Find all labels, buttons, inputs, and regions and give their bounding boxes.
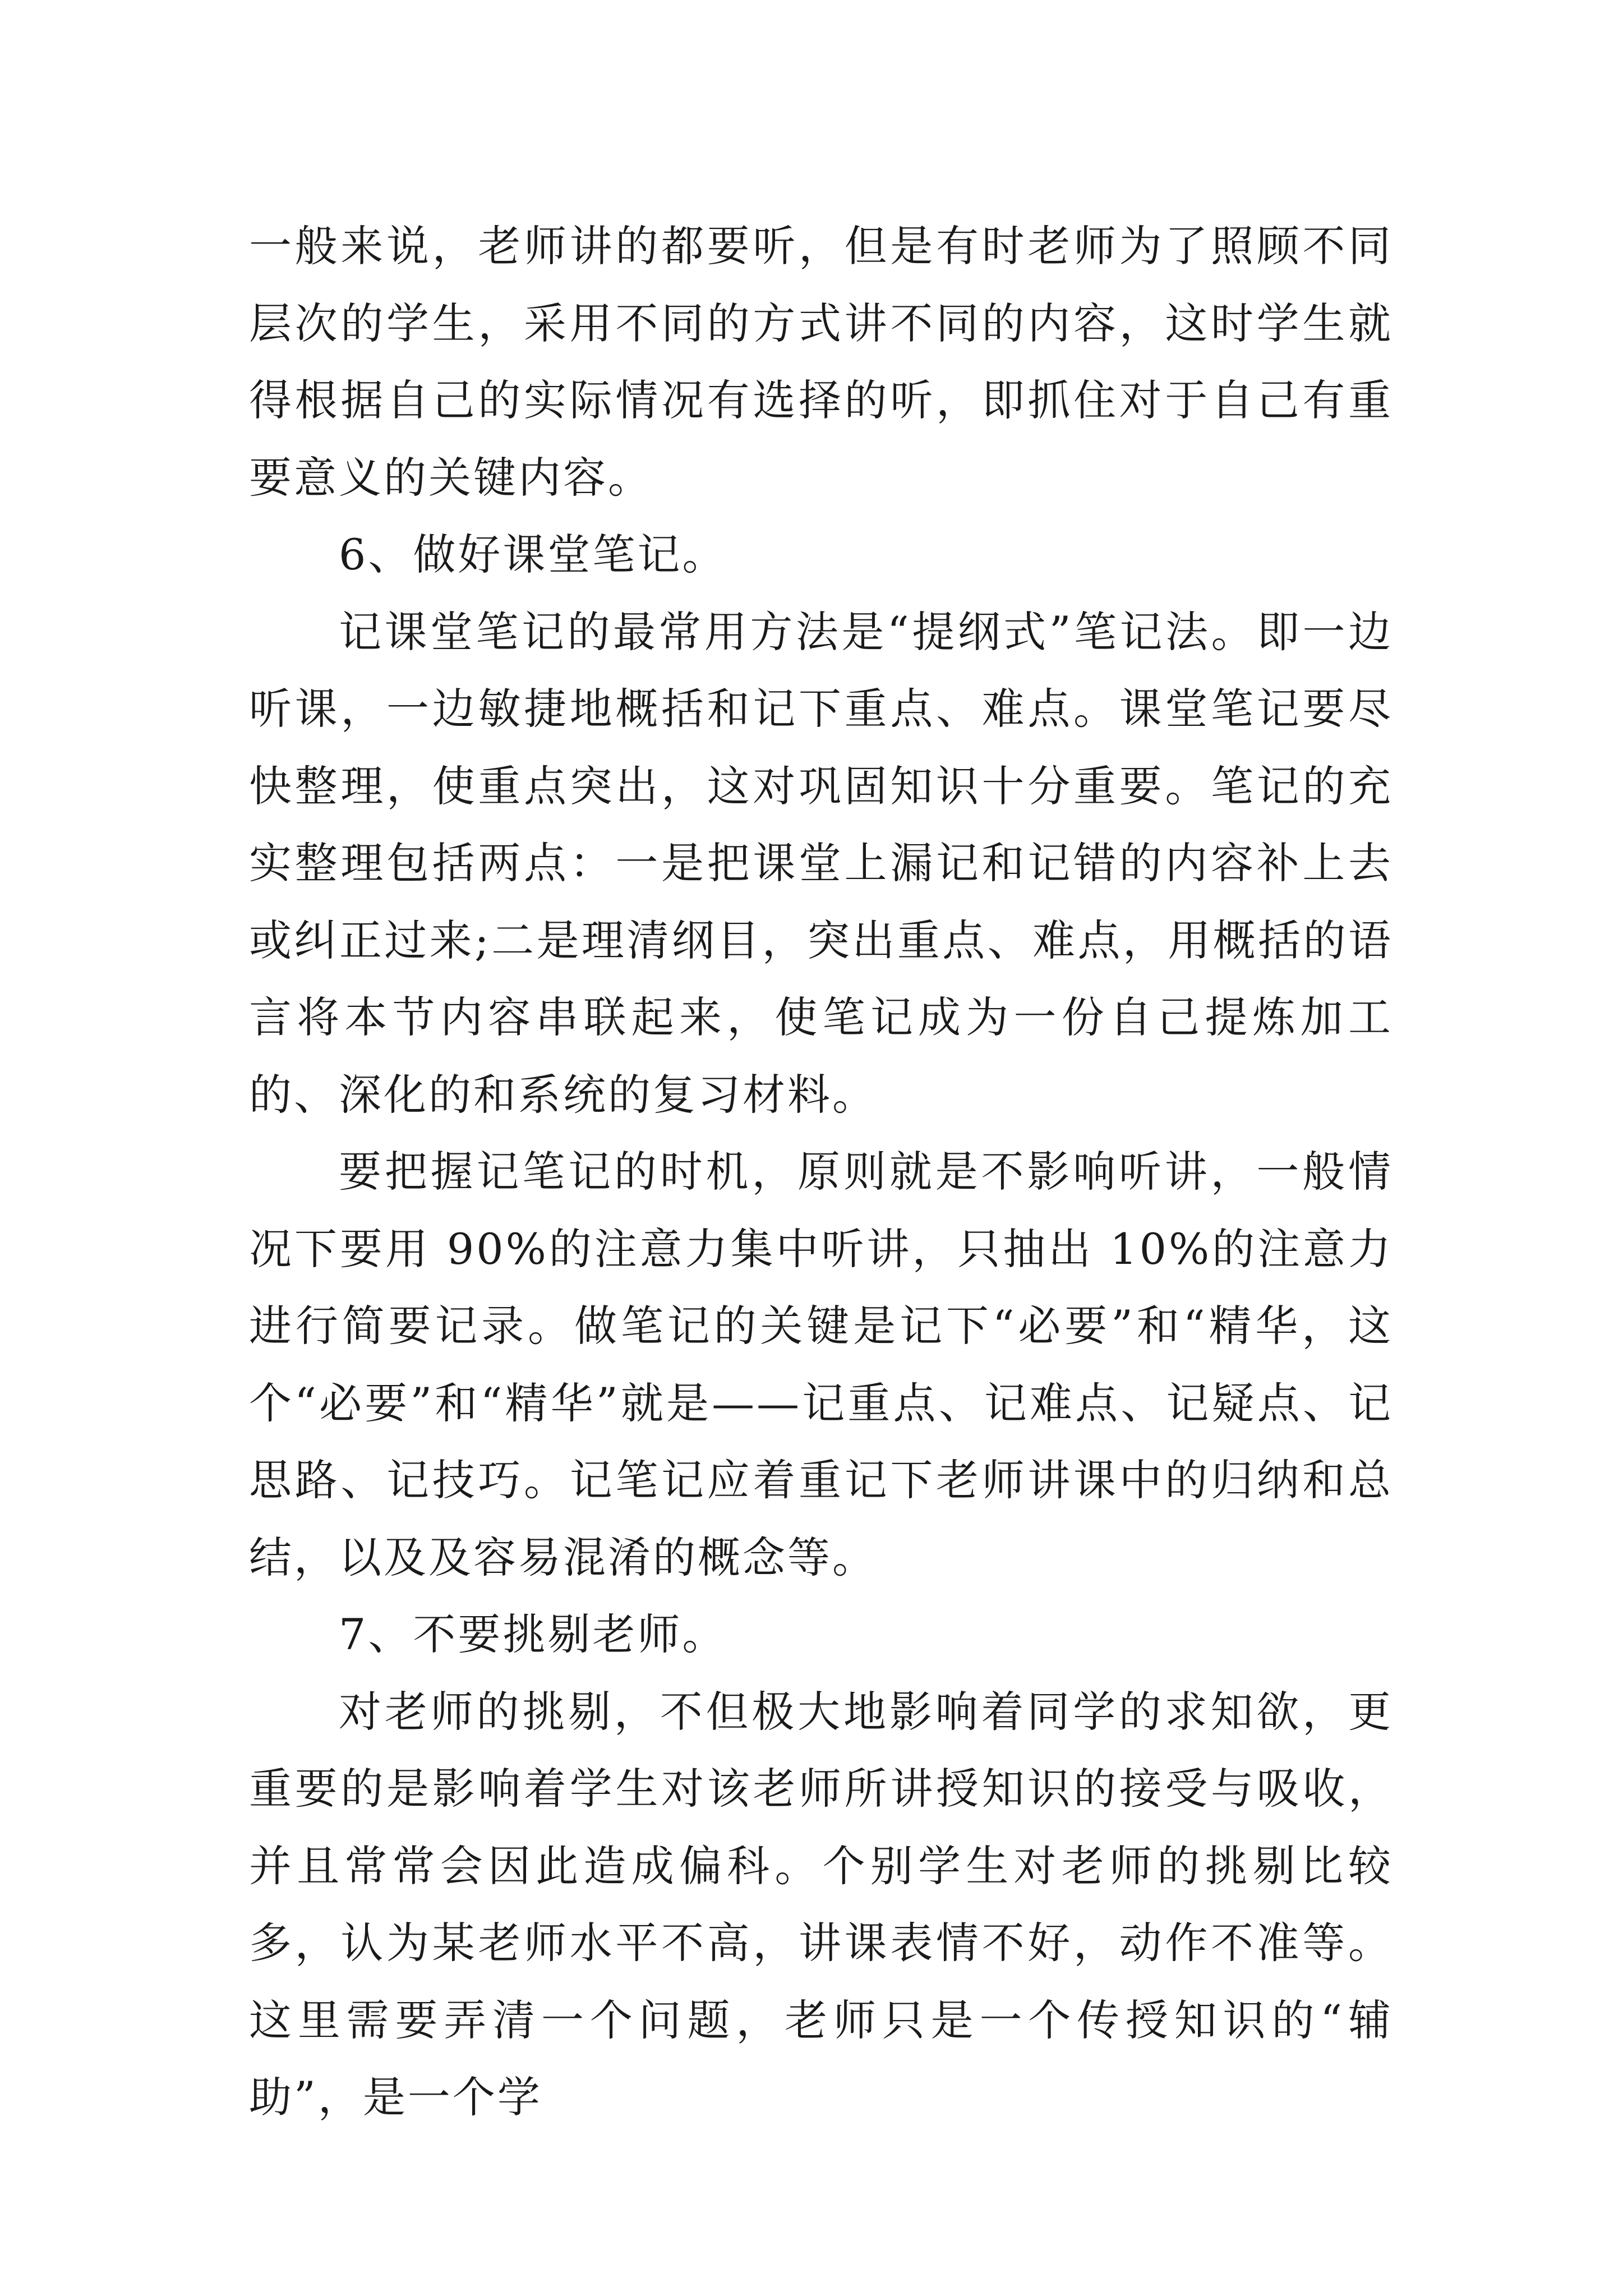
paragraph-note-method: 记课堂笔记的最常用方法是“提纲式”笔记法。即一边听课，一边敏捷地概括和记下重点、难点。课堂笔记要尽快整理，使重点突出，这对巩固知识十分重要。笔记的充实整理包括两点：一是把课堂上漏记和记错的内容补上去或纠正过来;二是理清纲目，突出重点、难点，用概括的语言将本节内容串联起来，使笔记成为一份自己提炼加工的、深化的和系统的复习材料。 [249, 606, 1393, 1120]
heading-take-notes: 6、做好课堂笔记。 [339, 530, 727, 579]
paragraph-listening-selectively: 一般来说，老师讲的都要听，但是有时老师为了照顾不同层次的学生，采用不同的方式讲不同的内容，这时学生就得根据自己的实际情况有选择的听，即抓住对于自己有重要意义的关键内容。 [249, 221, 1393, 503]
document-body [249, 208, 1393, 2136]
heading-dont-criticize-teacher: 7、不要挑剔老师。 [339, 1609, 727, 1659]
paragraph-criticizing-teacher: 对老师的挑剔，不但极大地影响着同学的求知欲，更重要的是影响着学生对该老师所讲授知识的接受与吸收，并且常常会因此造成偏科。个别学生对老师的挑剔比较多，认为某老师水平不高，讲课表情不好，动作不准等。这里需要弄清一个问题，老师只是一个传授知识的“辅助”，是一个学 [249, 1686, 1393, 2122]
paragraph-note-timing: 要把握记笔记的时机，原则就是不影响听讲，一般情况下要用 90%的注意力集中听讲，只抽出 10%的注意力进行简要记录。做笔记的关键是记下“必要”和“精华，这个“必要”和“精华”就是——记重点、记难点、记疑点、记思路、记技巧。记笔记应着重记下老师讲课中的归纳和总结，以及及容易混淆的概念等。 [249, 1147, 1393, 1582]
